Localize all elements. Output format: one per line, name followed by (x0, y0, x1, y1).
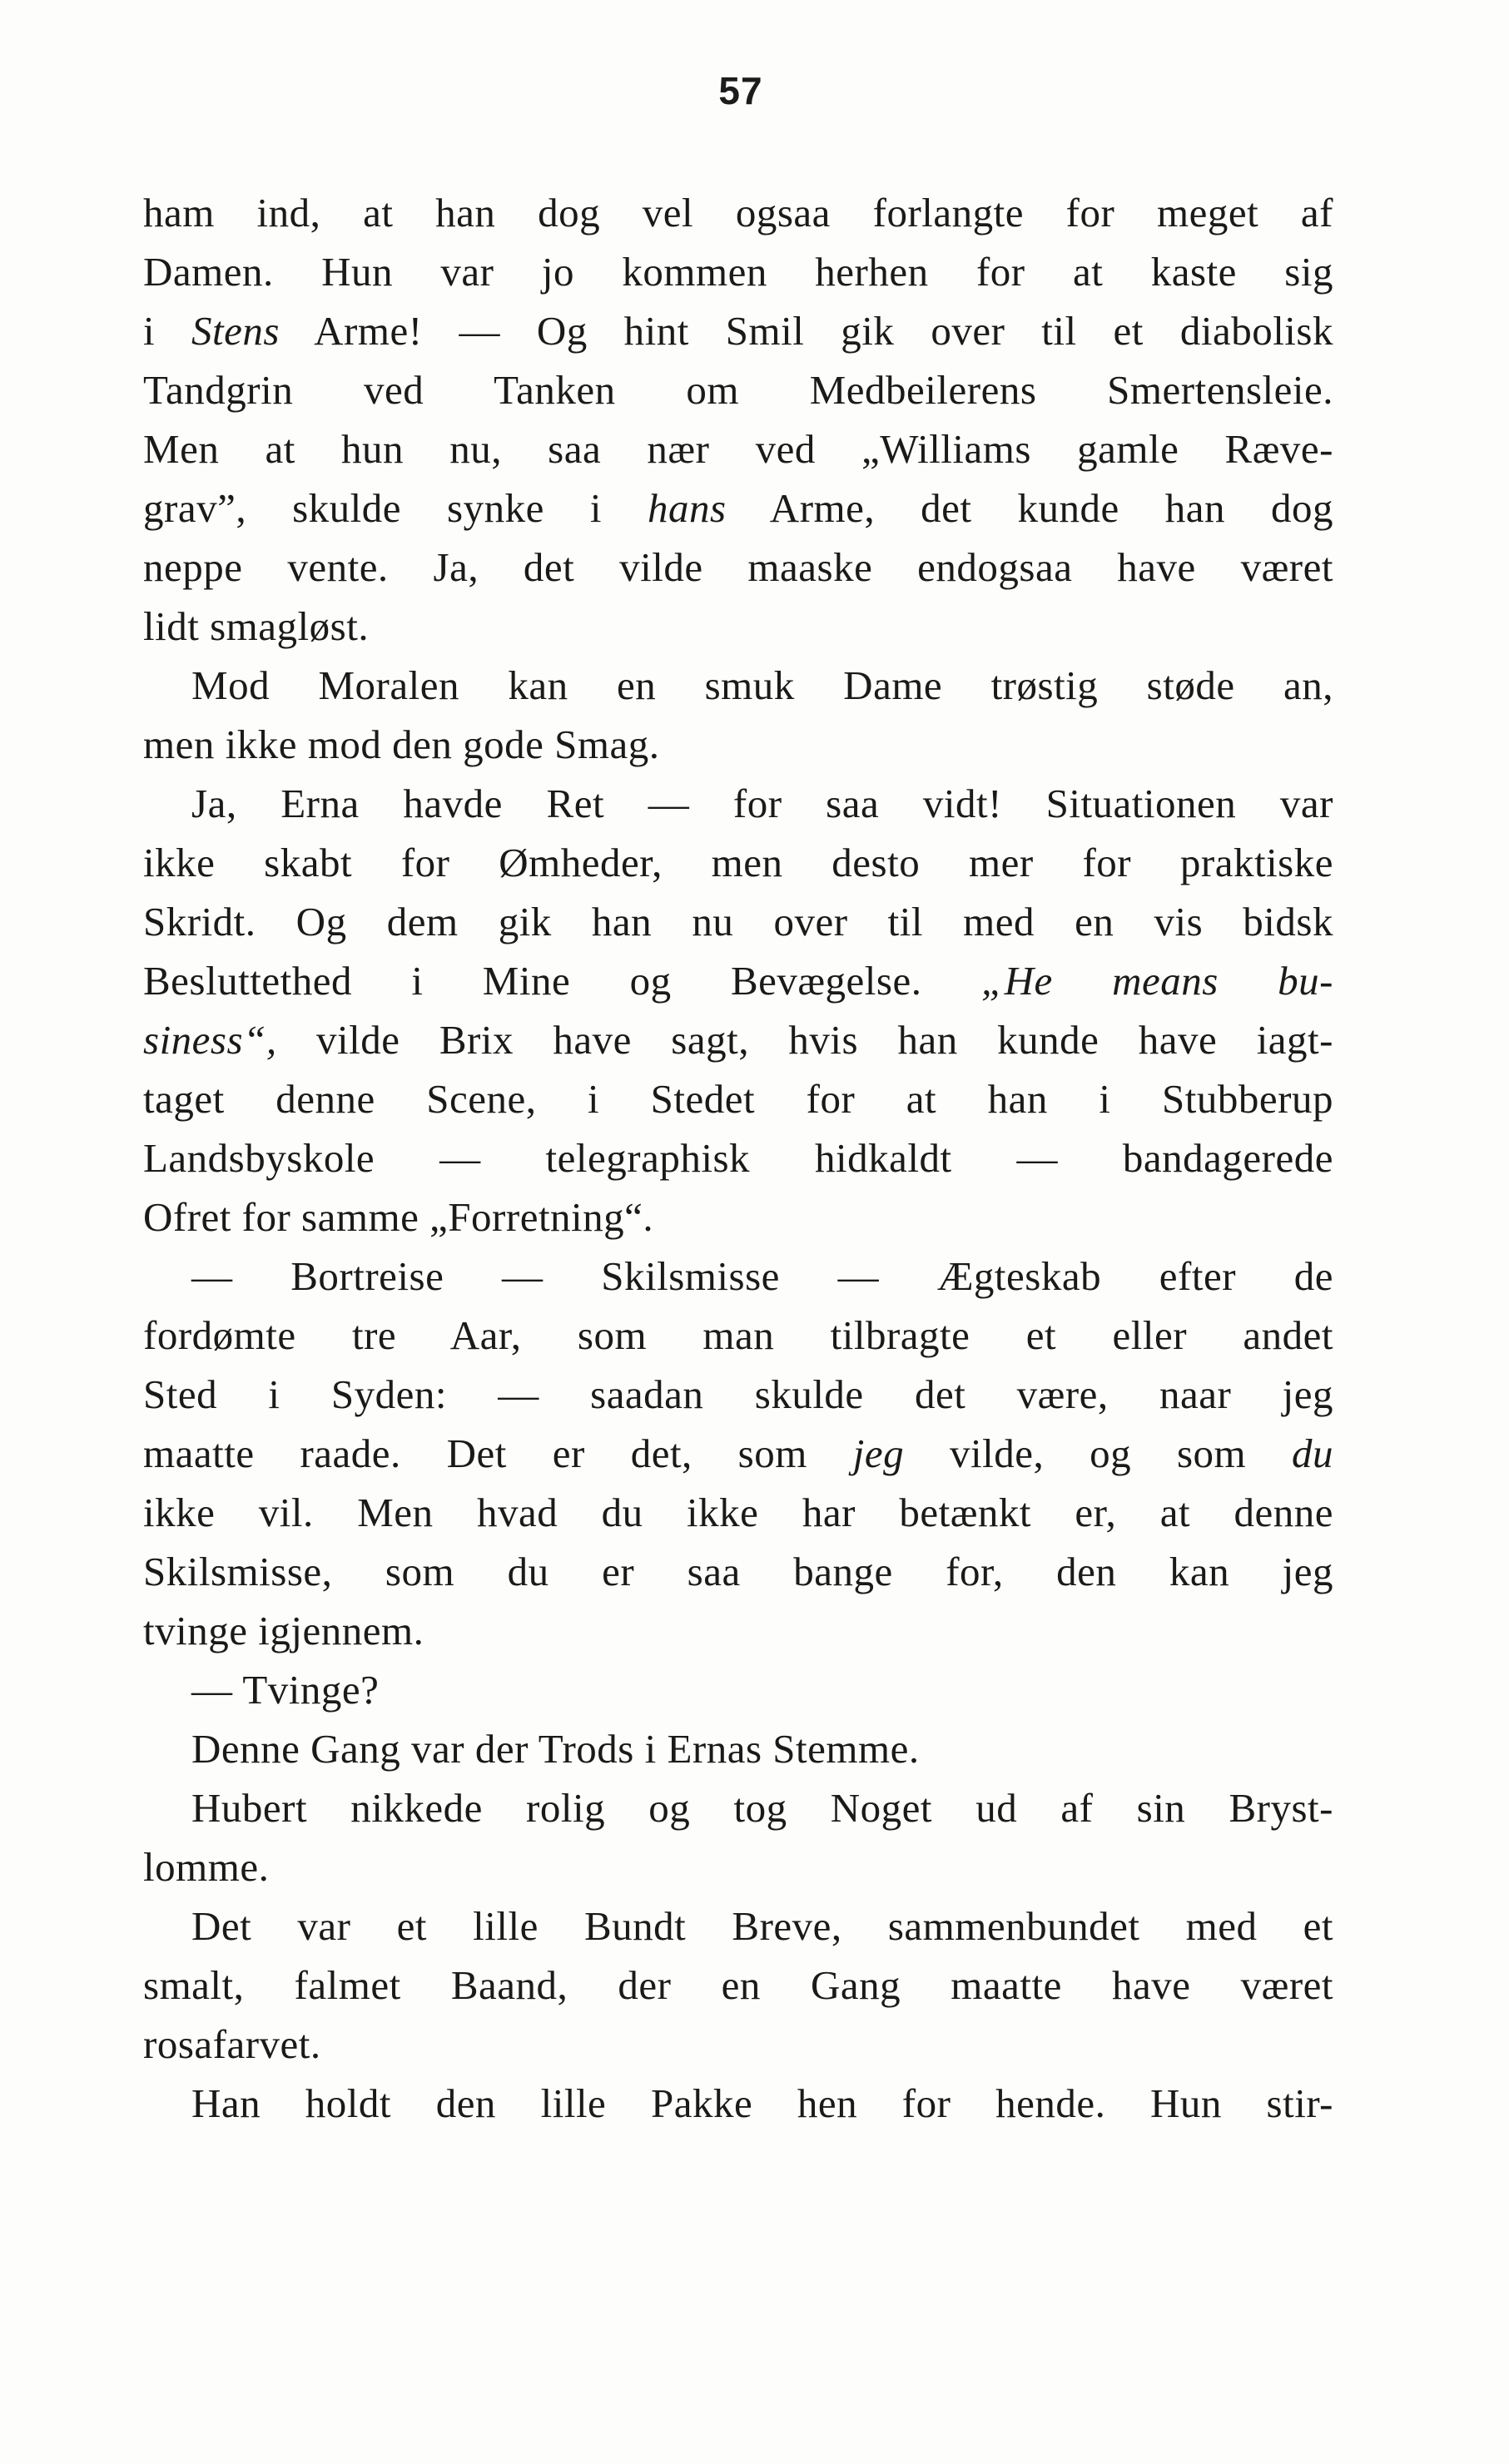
text-line (143, 1069, 1333, 1128)
text-line (143, 1247, 1333, 1306)
text-line (143, 1601, 1333, 1660)
text-segment: ikke skabt for Ømheder, men desto mer for praktiske (143, 840, 1333, 885)
text-line (143, 1010, 1333, 1069)
italic-text-segment: „He means bu- (980, 958, 1333, 1004)
text-line (143, 242, 1333, 301)
text-segment: Ofret for samme „Forretning“. (143, 1194, 654, 1240)
text-segment: Arme, det kunde han dog (726, 485, 1333, 531)
text-segment: Han holdt den lille Pakke hen for hende. Hun stir- (191, 2080, 1333, 2126)
text-line (143, 951, 1333, 1010)
body-text (143, 183, 1333, 2133)
text-segment: Men at hun nu, saa nær ved „Williams gamle Ræve- (143, 426, 1333, 472)
text-segment: Landsbyskole — telegraphisk hidkaldt — bandagerede (143, 1135, 1333, 1181)
text-line (143, 1542, 1333, 1601)
text-line (143, 360, 1333, 419)
text-segment: vilde Brix have sagt, hvis han kunde have iagt- (276, 1017, 1333, 1063)
text-line (143, 1187, 1333, 1247)
text-line (143, 419, 1333, 478)
text-line (143, 1956, 1333, 2015)
text-segment: Denne Gang var der Trods i Ernas Stemme. (191, 1726, 920, 1772)
text-line (143, 1778, 1333, 1837)
text-segment: Arme! — Og hint Smil gik over til et diabolisk (279, 308, 1333, 354)
italic-text-segment: siness“, (143, 1017, 277, 1063)
text-segment: vilde, og som (904, 1430, 1292, 1476)
italic-text-segment: jeg (852, 1430, 905, 1476)
text-segment: — Tvinge? (191, 1667, 380, 1713)
text-segment: fordømte tre Aar, som man tilbragte et eller andet (143, 1312, 1333, 1358)
text-segment: grav”, skulde synke i (143, 485, 648, 531)
text-line (143, 2015, 1333, 2074)
text-segment: i (143, 308, 192, 354)
italic-text-segment: hans (647, 485, 727, 531)
text-line (143, 478, 1333, 538)
text-line (143, 597, 1333, 656)
italic-text-segment: Stens (191, 308, 280, 354)
text-segment: Skridt. Og dem gik han nu over til med en vis bidsk (143, 899, 1333, 944)
text-segment: smalt, falmet Baand, der en Gang maatte have været (143, 1962, 1333, 2008)
text-line (143, 301, 1333, 360)
text-line (143, 1128, 1333, 1187)
text-line (143, 1424, 1333, 1483)
text-line (143, 538, 1333, 597)
text-line (143, 1306, 1333, 1365)
text-segment: ikke vil. Men hvad du ikke har betænkt er, at denne (143, 1490, 1333, 1535)
text-segment: maatte raade. Det er det, som (143, 1430, 853, 1476)
italic-text-segment: du (1292, 1430, 1333, 1476)
text-segment: Tandgrin ved Tanken om Medbeilerens Smertensleie. (143, 367, 1333, 413)
text-line (143, 656, 1333, 715)
text-segment: lidt smagløst. (143, 603, 370, 649)
text-line (143, 1896, 1333, 1956)
text-line (143, 1365, 1333, 1424)
text-line (143, 1719, 1333, 1778)
text-line (143, 774, 1333, 833)
text-line (143, 183, 1333, 242)
text-segment: ham ind, at han dog vel ogsaa forlangte for meget af (143, 190, 1333, 235)
text-segment: lomme. (143, 1844, 270, 1890)
text-line (143, 833, 1333, 892)
text-line (143, 715, 1333, 774)
text-segment: rosafarvet. (143, 2021, 321, 2067)
page-number: 57 (718, 69, 763, 112)
text-segment: Hubert nikkede rolig og tog Noget ud af sin Bryst- (191, 1785, 1333, 1831)
text-segment: — Bortreise — Skilsmisse — Ægteskab efter de (191, 1253, 1333, 1299)
text-segment: Besluttethed i Mine og Bevægelse. (143, 958, 981, 1004)
text-segment: Sted i Syden: — saadan skulde det være, naar jeg (143, 1371, 1333, 1417)
text-line (143, 1837, 1333, 1896)
text-segment: neppe vente. Ja, det vilde maaske endogsaa have været (143, 544, 1333, 590)
text-segment: Det var et lille Bundt Breve, sammenbundet med et (191, 1903, 1333, 1949)
text-segment: Mod Moralen kan en smuk Dame trøstig støde an, (191, 662, 1333, 708)
text-line (143, 2074, 1333, 2133)
text-line (143, 1483, 1333, 1542)
text-segment: tvinge igjennem. (143, 1608, 424, 1653)
text-line (143, 1660, 1333, 1719)
text-segment: taget denne Scene, i Stedet for at han i Stubberup (143, 1076, 1333, 1122)
text-segment: Damen. Hun var jo kommen herhen for at kaste sig (143, 249, 1333, 295)
text-segment: Ja, Erna havde Ret — for saa vidt! Situationen var (191, 781, 1333, 826)
text-segment: Skilsmisse, som du er saa bange for, den kan jeg (143, 1549, 1333, 1594)
text-line (143, 892, 1333, 951)
text-segment: men ikke mod den gode Smag. (143, 721, 660, 767)
